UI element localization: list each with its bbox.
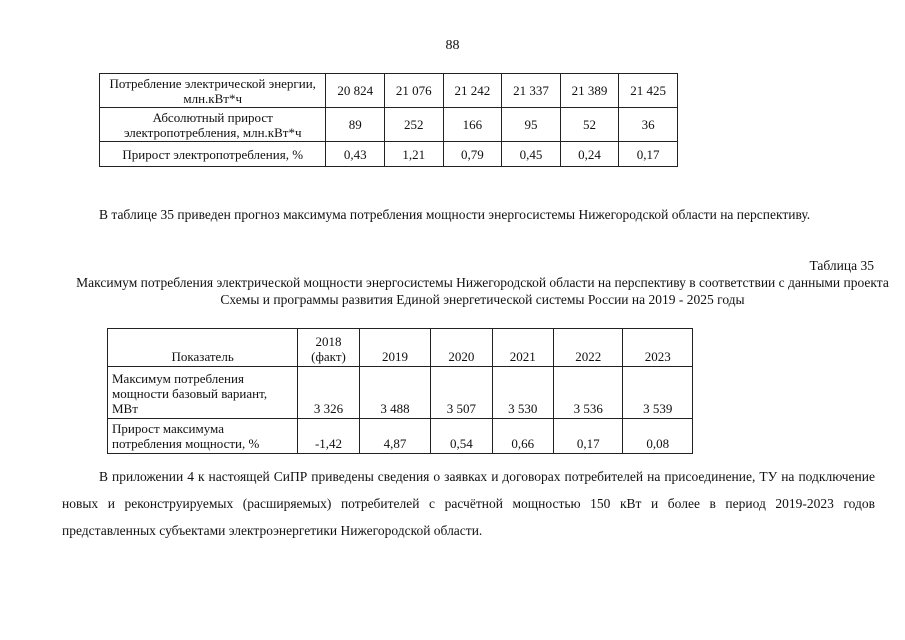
table-cell: 52 — [560, 108, 619, 142]
table-cell: 3 507 — [431, 367, 492, 419]
table-cell: 166 — [443, 108, 502, 142]
table-cell: 21 425 — [619, 74, 678, 108]
table-cell: 0,24 — [560, 142, 619, 167]
table-cell: 3 530 — [492, 367, 553, 419]
table-cell: 21 337 — [502, 74, 561, 108]
table-cell: 1,21 — [385, 142, 444, 167]
table-cell: 36 — [619, 108, 678, 142]
table-cell: 252 — [385, 108, 444, 142]
table-caption: Максимум потребления электрической мощности энергосистемы Нижегородской области на перспективу в соответствии с данными проекта Схемы и программы развития Единой энергетической системы России на 2019 - 2025 годы — [76, 275, 889, 307]
table-cell: 0,08 — [623, 419, 693, 454]
column-header: 2022 — [554, 329, 623, 367]
page-number: 88 — [445, 38, 460, 53]
table-cell: 3 539 — [623, 367, 693, 419]
column-header: 2021 — [492, 329, 553, 367]
table-cell: 20 824 — [326, 74, 385, 108]
row-label: Потребление электрической энергии, млн.кВт*ч — [100, 74, 326, 108]
column-header: 2019 — [359, 329, 430, 367]
row-label: Прирост максимума потребления мощности, % — [108, 419, 298, 454]
column-header: 2018 (факт) — [298, 329, 359, 367]
column-header: 2020 — [431, 329, 492, 367]
table-cell: 0,79 — [443, 142, 502, 167]
table-cell: 0,45 — [502, 142, 561, 167]
table-cell: 89 — [326, 108, 385, 142]
table-row — [100, 142, 678, 167]
table-cell: 21 242 — [443, 74, 502, 108]
table-header-row — [108, 329, 693, 367]
table-cell: 0,17 — [554, 419, 623, 454]
consumption-table — [99, 73, 678, 167]
column-header: 2023 — [623, 329, 693, 367]
row-label: Прирост электропотребления, % — [100, 142, 326, 167]
table-row — [100, 74, 678, 108]
table-cell: 4,87 — [359, 419, 430, 454]
column-header: Показатель — [108, 329, 298, 367]
table-cell: 95 — [502, 108, 561, 142]
table-cell: 0,17 — [619, 142, 678, 167]
row-label: Абсолютный прирост электропотребления, млн.кВт*ч — [100, 108, 326, 142]
row-label: Максимум потребления мощности базовый вариант, МВт — [108, 367, 298, 419]
table-cell: 3 488 — [359, 367, 430, 419]
table-cell: 0,54 — [431, 419, 492, 454]
table-cell: 3 326 — [298, 367, 359, 419]
table-row — [100, 108, 678, 142]
table-row — [108, 419, 693, 454]
table-cell: 3 536 — [554, 367, 623, 419]
intro-paragraph: В таблице 35 приведен прогноз максимума потребления мощности энергосистемы Нижегородской области на перспективу. — [99, 207, 811, 222]
table-number: Таблица 35 — [809, 258, 874, 273]
table-cell: 21 076 — [385, 74, 444, 108]
peak-load-table — [107, 328, 693, 454]
table-cell: 21 389 — [560, 74, 619, 108]
table-cell: 0,43 — [326, 142, 385, 167]
table-cell: 0,66 — [492, 419, 553, 454]
table-cell: -1,42 — [298, 419, 359, 454]
appendix-paragraph: В приложении 4 к настоящей СиПР приведены сведения о заявках и договорах потребителей на присоединение, ТУ на подключение новых и реконструируемых (расширяемых) потребителей с расчётной мощностью 150 кВт и более в период 2019-2023 годов представленных субъектами электроэнергетики Нижегородской области. — [62, 469, 875, 538]
table-row — [108, 367, 693, 419]
